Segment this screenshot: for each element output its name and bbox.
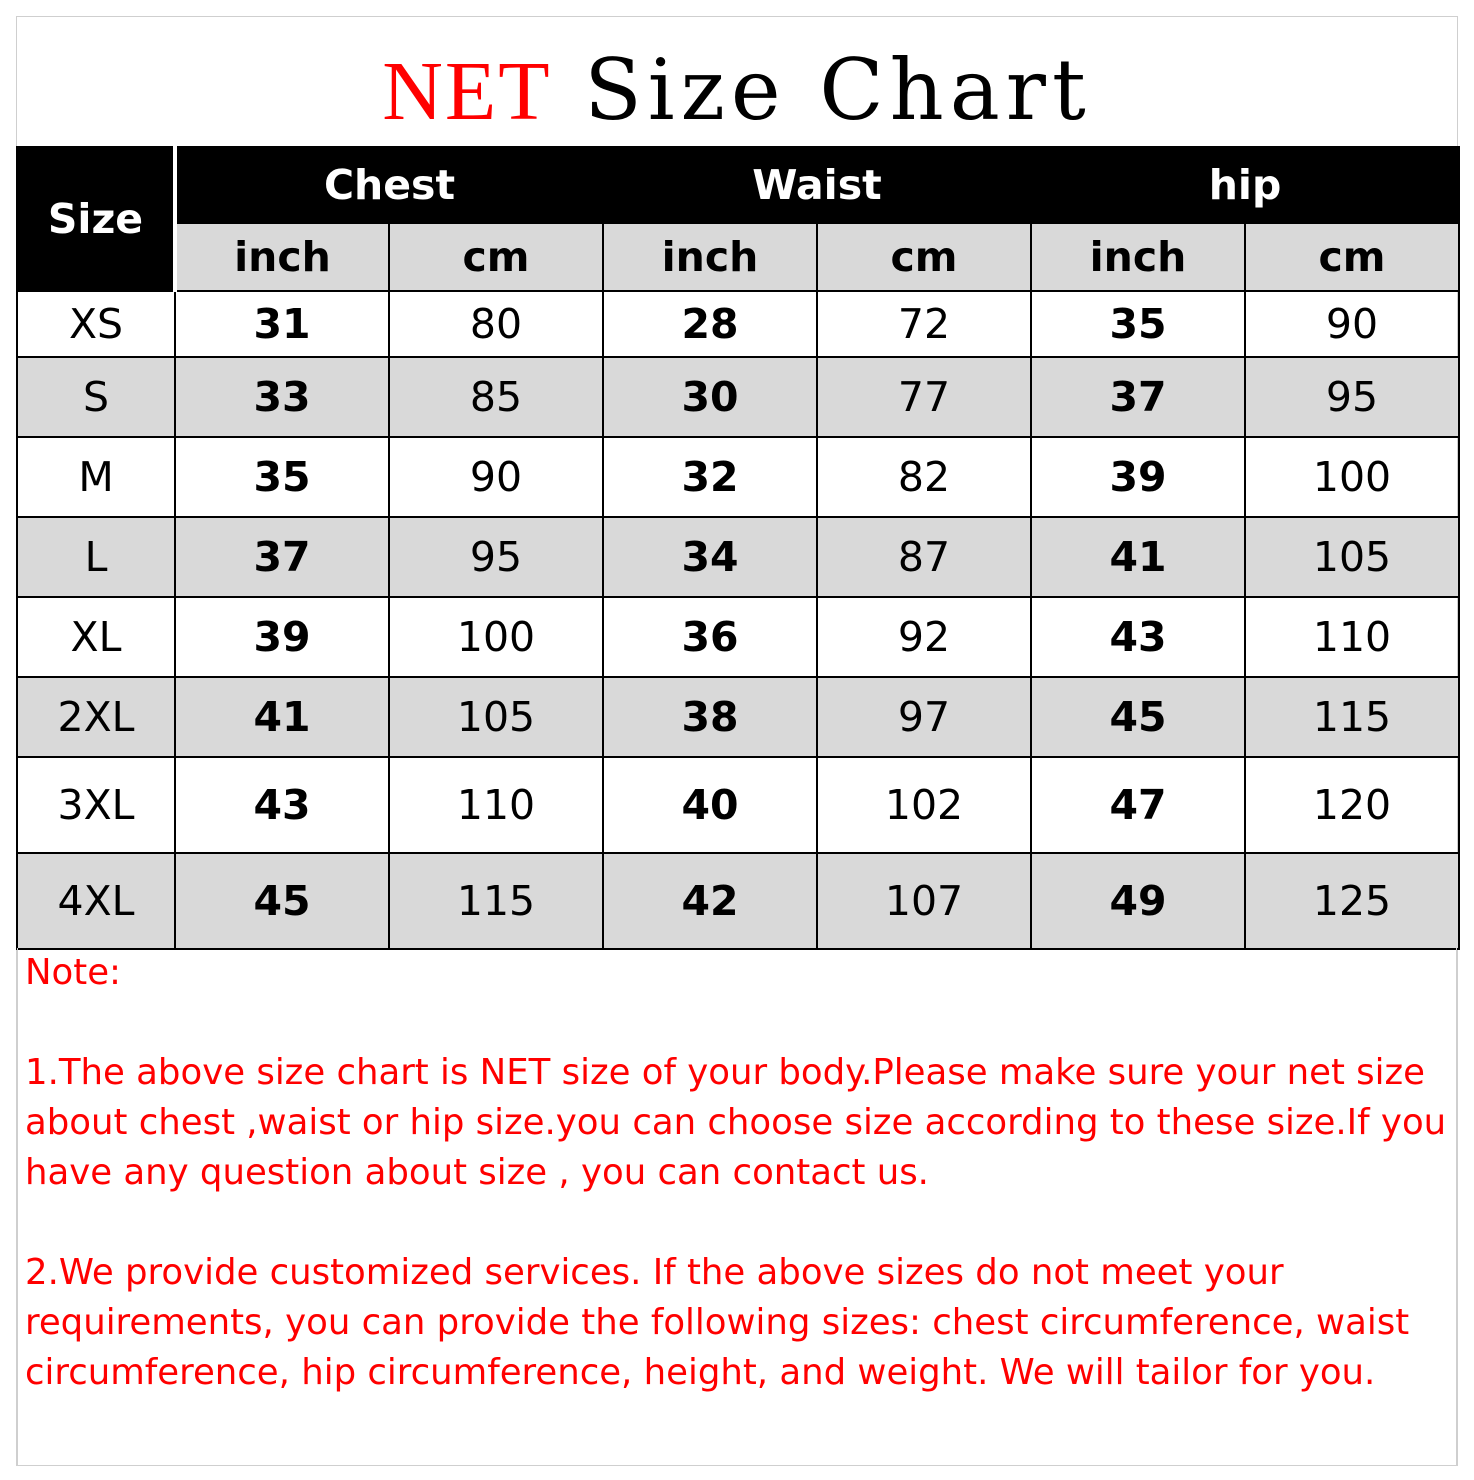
size-cell: 2XL: [17, 677, 175, 757]
cm-cell: 110: [389, 757, 603, 853]
size-cell: S: [17, 357, 175, 437]
waist-header: Waist: [603, 147, 1031, 223]
size-header: Size: [17, 147, 175, 291]
cm-cell: 82: [817, 437, 1031, 517]
table-row: [17, 291, 1459, 357]
cm-cell: 125: [1245, 853, 1459, 949]
inch-cell: 32: [603, 437, 817, 517]
unit-header: inch: [175, 223, 389, 291]
cm-cell: 97: [817, 677, 1031, 757]
inch-cell: 36: [603, 597, 817, 677]
inch-cell: 37: [175, 517, 389, 597]
note-paragraph-1: 1.The above size chart is NET size of your body.Please make sure your net size about chest ,waist or hip size.you can choose size according to these size.If you have any question about size , you can contact us.: [25, 1052, 1447, 1193]
table-row: [17, 757, 1459, 853]
inch-cell: 45: [175, 853, 389, 949]
size-cell: M: [17, 437, 175, 517]
inch-cell: 49: [1031, 853, 1245, 949]
table-row: [17, 437, 1459, 517]
cm-cell: 110: [1245, 597, 1459, 677]
cm-cell: 100: [389, 597, 603, 677]
cm-cell: 90: [389, 437, 603, 517]
cm-cell: 105: [389, 677, 603, 757]
inch-cell: 33: [175, 357, 389, 437]
inch-cell: 43: [175, 757, 389, 853]
hip-header: hip: [1031, 147, 1459, 223]
inch-cell: 39: [175, 597, 389, 677]
size-table: [16, 146, 1460, 950]
page-title: [0, 40, 1474, 140]
note-heading: Note:: [25, 952, 121, 993]
inch-cell: 45: [1031, 677, 1245, 757]
cm-cell: 95: [389, 517, 603, 597]
size-cell: XL: [17, 597, 175, 677]
inch-cell: 41: [1031, 517, 1245, 597]
inch-cell: 47: [1031, 757, 1245, 853]
table-row: [17, 597, 1459, 677]
cm-cell: 80: [389, 291, 603, 357]
table-row: [17, 357, 1459, 437]
cm-cell: 72: [817, 291, 1031, 357]
unit-header: inch: [1031, 223, 1245, 291]
cm-cell: 105: [1245, 517, 1459, 597]
inch-cell: 38: [603, 677, 817, 757]
unit-header: cm: [1245, 223, 1459, 291]
note-section: [17, 948, 1457, 1465]
size-cell: L: [17, 517, 175, 597]
unit-header: cm: [389, 223, 603, 291]
cm-cell: 85: [389, 357, 603, 437]
cm-cell: 95: [1245, 357, 1459, 437]
table-row: [17, 677, 1459, 757]
title-rest: Size Chart: [584, 41, 1092, 139]
title-net: NET: [382, 45, 552, 138]
cm-cell: 77: [817, 357, 1031, 437]
cm-cell: 102: [817, 757, 1031, 853]
cm-cell: 92: [817, 597, 1031, 677]
inch-cell: 43: [1031, 597, 1245, 677]
cm-cell: 87: [817, 517, 1031, 597]
cm-cell: 120: [1245, 757, 1459, 853]
table-row: [17, 517, 1459, 597]
unit-header: inch: [603, 223, 817, 291]
size-cell: 4XL: [17, 853, 175, 949]
cm-cell: 100: [1245, 437, 1459, 517]
inch-cell: 40: [603, 757, 817, 853]
inch-cell: 37: [1031, 357, 1245, 437]
inch-cell: 34: [603, 517, 817, 597]
size-cell: XS: [17, 291, 175, 357]
unit-header: cm: [817, 223, 1031, 291]
chest-header: Chest: [175, 147, 603, 223]
size-cell: 3XL: [17, 757, 175, 853]
inch-cell: 31: [175, 291, 389, 357]
inch-cell: 30: [603, 357, 817, 437]
cm-cell: 107: [817, 853, 1031, 949]
inch-cell: 42: [603, 853, 817, 949]
cm-cell: 90: [1245, 291, 1459, 357]
cm-cell: 115: [1245, 677, 1459, 757]
inch-cell: 35: [175, 437, 389, 517]
note-paragraph-2: 2.We provide customized services. If the above sizes do not meet your requirements, you can provide the following sizes: chest circumference, waist circumference, hip circumference, height, and weight. We will tailor for you.: [25, 1252, 1410, 1393]
inch-cell: 35: [1031, 291, 1245, 357]
inch-cell: 39: [1031, 437, 1245, 517]
inch-cell: 41: [175, 677, 389, 757]
inch-cell: 28: [603, 291, 817, 357]
table-row: [17, 853, 1459, 949]
size-rows: [17, 291, 1459, 949]
cm-cell: 115: [389, 853, 603, 949]
